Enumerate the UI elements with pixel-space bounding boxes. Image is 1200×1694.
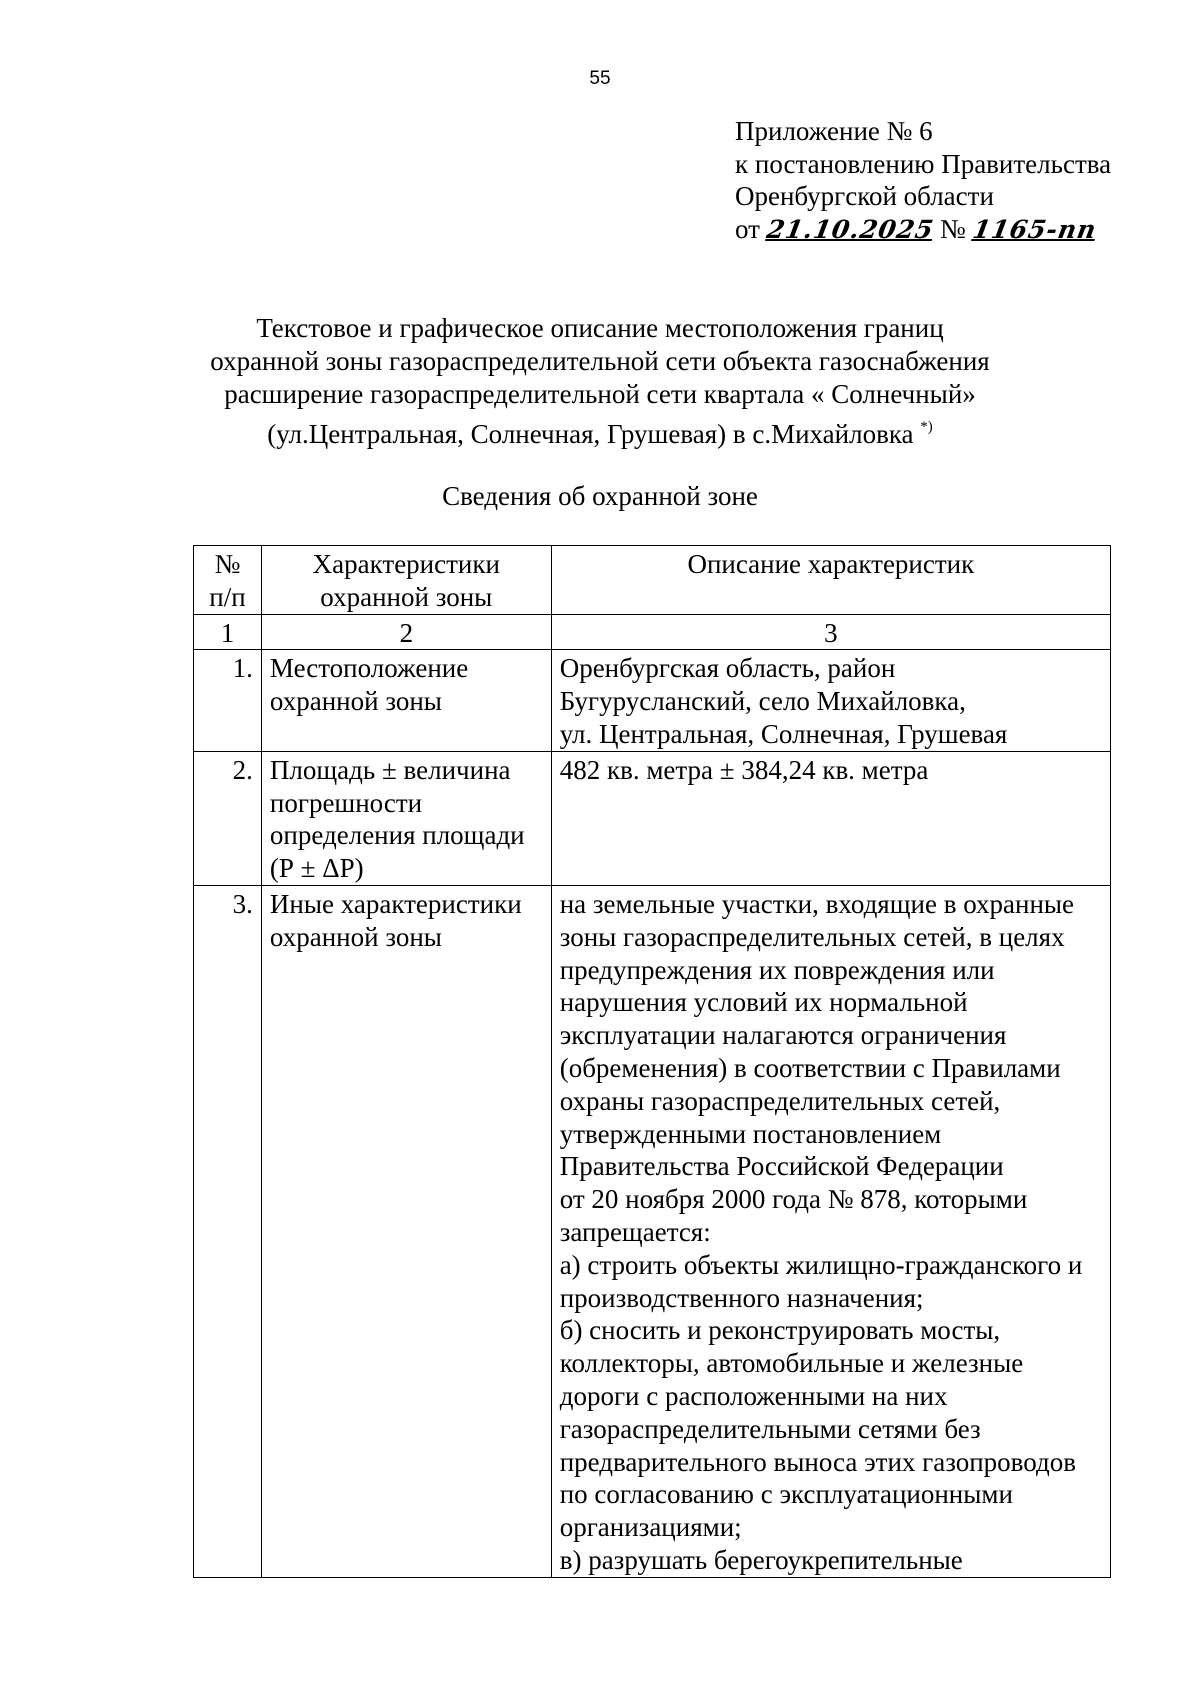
row-number: 1. [194,650,262,751]
characteristic-line: Местоположение [269,653,469,684]
row-characteristic [261,650,551,751]
date-prefix: от [735,213,760,244]
description-line: эксплуатации налагаются ограничения [559,1020,1007,1051]
row-characteristic [261,885,551,1577]
characteristic-line: определения площади [269,820,525,851]
header-characteristics-line-2: охранной зоны [320,581,493,612]
title-line-1: Текстовое и графическое описание местоположения границ [256,313,944,343]
row-characteristic [261,751,551,885]
row-description [551,650,1110,751]
description-line: от 20 ноября 2000 года № 878, которыми [559,1184,1028,1215]
description-line: нарушения условий их нормальной [559,987,968,1018]
header-description: Описание характеристик [551,546,1110,615]
annex-region: Оренбургской области [735,181,994,211]
description-line: в) разрушать берегоукрепительные [559,1544,963,1575]
description-line: предупреждения их повреждения или [559,954,995,985]
index-cell: 2 [261,614,551,650]
header-characteristics [261,546,551,615]
header-number [194,546,262,615]
characteristic-line: охранной зоны [269,921,442,952]
table-body [194,650,1111,1577]
table-header-row [194,546,1111,615]
annex-title: Приложение № 6 [735,116,933,146]
description-line: Оренбургская область, район [559,653,896,684]
description-line: ул. Центральная, Солнечная, Грушевая [559,718,1008,749]
description-line: (обременения) в соответствии с Правилами [559,1052,1061,1083]
description-line: по согласованию с эксплуатационными [559,1479,1013,1510]
description-line: а) строить объекты жилищно-гражданского и [559,1249,1083,1280]
description-line: коллекторы, автомобильные и железные [559,1348,1024,1379]
header-number-sign: № [214,549,241,579]
description-line: б) сносить и реконструировать мосты, [559,1315,1001,1346]
header-characteristics-line-1: Характеристики [312,549,500,579]
protection-zone-table [193,545,1111,1578]
table-row [194,885,1111,1577]
characteristic-line: Иные характеристики [269,888,522,919]
description-line: газораспределительными сетями без [559,1413,981,1444]
description-line: дороги с расположенными на них [559,1380,948,1411]
description-line: на земельные участки, входящие в охранные [559,888,1075,919]
characteristic-line: охранной зоны [269,686,442,717]
description-line: Правительства Российской Федерации [559,1151,1004,1182]
title-line-4 [0,411,1200,451]
title-line-3: расширение газораспределительной сети квартала « Солнечный» [224,379,976,409]
row-number: 3. [194,885,262,1577]
description-line: зоны газораспределительных сетей, в целях [559,921,1065,952]
characteristic-line: погрешности [269,787,423,818]
table-row [194,650,1111,751]
handwritten-number: 1165-пп [970,214,1099,244]
footnote-mark: *) [920,419,933,435]
description-line: запрещается: [559,1216,711,1247]
characteristic-line: Площадь ± величина [269,754,511,785]
index-cell: 1 [194,614,262,650]
document-title [0,312,1200,451]
header-number-label: п/п [209,581,246,612]
handwritten-date: 21.10.2025 [764,214,936,244]
description-line: утвержденными постановлением [559,1118,942,1149]
description-line: производственного назначения; [559,1282,924,1313]
page-number: 55 [589,68,611,89]
number-prefix: № [940,213,966,244]
section-subtitle: Сведения об охранной зоне [442,481,758,511]
description-line: 482 кв. метра ± 384,24 кв. метра [559,754,929,785]
row-number: 2. [194,751,262,885]
title-line-2: охранной зоны газораспределительной сети объекта газоснабжения [210,346,990,376]
description-line: Бугурусланский, село Михайловка, [559,686,966,717]
annex-header [735,115,1111,246]
annex-date-line [735,213,1111,247]
row-description [551,751,1110,885]
row-description [551,885,1110,1577]
table-row [194,751,1111,885]
table-index-row [194,614,1111,650]
characteristic-line: (Р ± ΔР) [269,853,364,884]
description-line: организациями; [559,1512,742,1543]
index-cell: 3 [551,614,1110,650]
description-line: охраны газораспределительных сетей, [559,1085,1001,1116]
title-line-4-text: (ул.Центральная, Солнечная, Грушевая) в с.Михайловка [267,419,914,449]
annex-reference: к постановлению Правительства [735,148,1112,179]
description-line: предварительного выноса этих газопроводов [559,1446,1076,1477]
